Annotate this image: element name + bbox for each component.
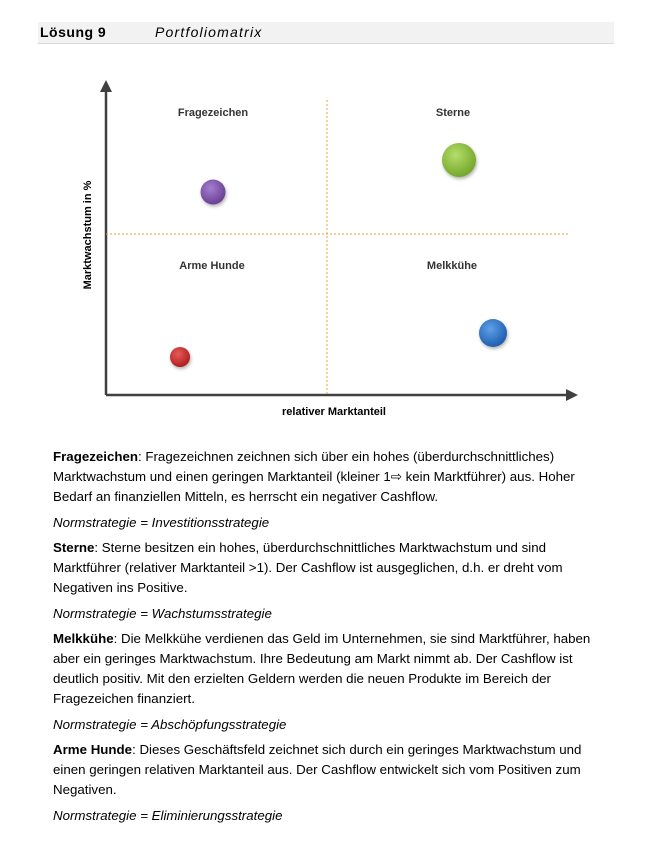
strategy-melkkuehe: Normstrategie = Abschöpfungsstrategie — [53, 717, 287, 732]
term-melkkuehe: Melkkühe — [53, 631, 114, 646]
desc-fragezeichen: : Fragezeichnen zeichnen sich über ein hohes (überdurchschnittliches) Marktwachstum und einen geringen Marktanteil (kleiner 1⇨ kein Marktführer) aus. Hoher Bedarf an finanziellen Mitteln, es herrscht ein negativer Cashflow. — [53, 449, 575, 504]
desc-melkkuehe: : Die Melkkühe verdienen das Geld im Unternehmen, sie sind Marktführer, haben aber ein geringes Marktwachstum. Ihre Bedeutung am Markt nimmt ab. Der Cashflow ist deutlich positiv. Mit den erzielten Geldern werden die neuen Produkte im Bereich der Fragezeichen finanziert. — [53, 631, 591, 706]
bubble-fragezeichen — [201, 180, 226, 205]
strategy-fragezeichen: Normstrategie = Investitionsstrategie — [53, 515, 270, 530]
term-fragezeichen: Fragezeichen — [53, 449, 138, 464]
x-axis-arrow-icon — [566, 389, 578, 401]
term-arme-hunde: Arme Hunde — [53, 742, 133, 757]
paragraph-sterne — [53, 538, 613, 598]
bubble-sterne — [442, 143, 476, 177]
quadrant-label-fragezeichen: Fragezeichen — [177, 107, 249, 119]
desc-arme-hunde: : Dieses Geschäftsfeld zeichnet sich durch ein geringes Marktwachstum und einen geringen relativen Marktanteil aus. Der Cashflow entwickelt sich vom Positiven zum Negativen. — [53, 742, 582, 797]
quadrant-label-melkkuehe: Melkkühe — [426, 260, 478, 272]
paragraph-fragezeichen — [53, 447, 613, 507]
term-sterne: Sterne — [53, 540, 95, 555]
bubble-melkkuehe — [479, 319, 507, 347]
bubble-arme-hunde — [170, 347, 190, 367]
strategy-arme-hunde: Normstrategie = Eliminierungsstrategie — [53, 808, 283, 823]
x-axis-label: relativer Marktanteil — [282, 406, 386, 418]
y-axis-arrow-icon — [100, 80, 112, 92]
paragraph-melkkuehe — [53, 629, 613, 709]
solution-number: Lösung 9 — [40, 24, 107, 40]
paragraph-arme-hunde — [53, 740, 613, 800]
y-axis-label: Marktwachstum in % — [82, 180, 94, 290]
desc-sterne: : Sterne besitzen ein hohes, überdurchschnittliches Marktwachstum und sind Marktführer (relativer Marktanteil >1). Der Cashflow ist ausgeglichen, d.h. er dreht vom Negativen ins Positive. — [53, 540, 563, 595]
quadrant-label-sterne: Sterne — [435, 107, 471, 119]
section-title: Portfoliomatrix — [155, 24, 263, 40]
quadrant-label-arme-hunde: Arme Hunde — [179, 260, 245, 272]
explanation-text — [53, 447, 613, 831]
strategy-sterne: Normstrategie = Wachstumsstrategie — [53, 606, 272, 621]
